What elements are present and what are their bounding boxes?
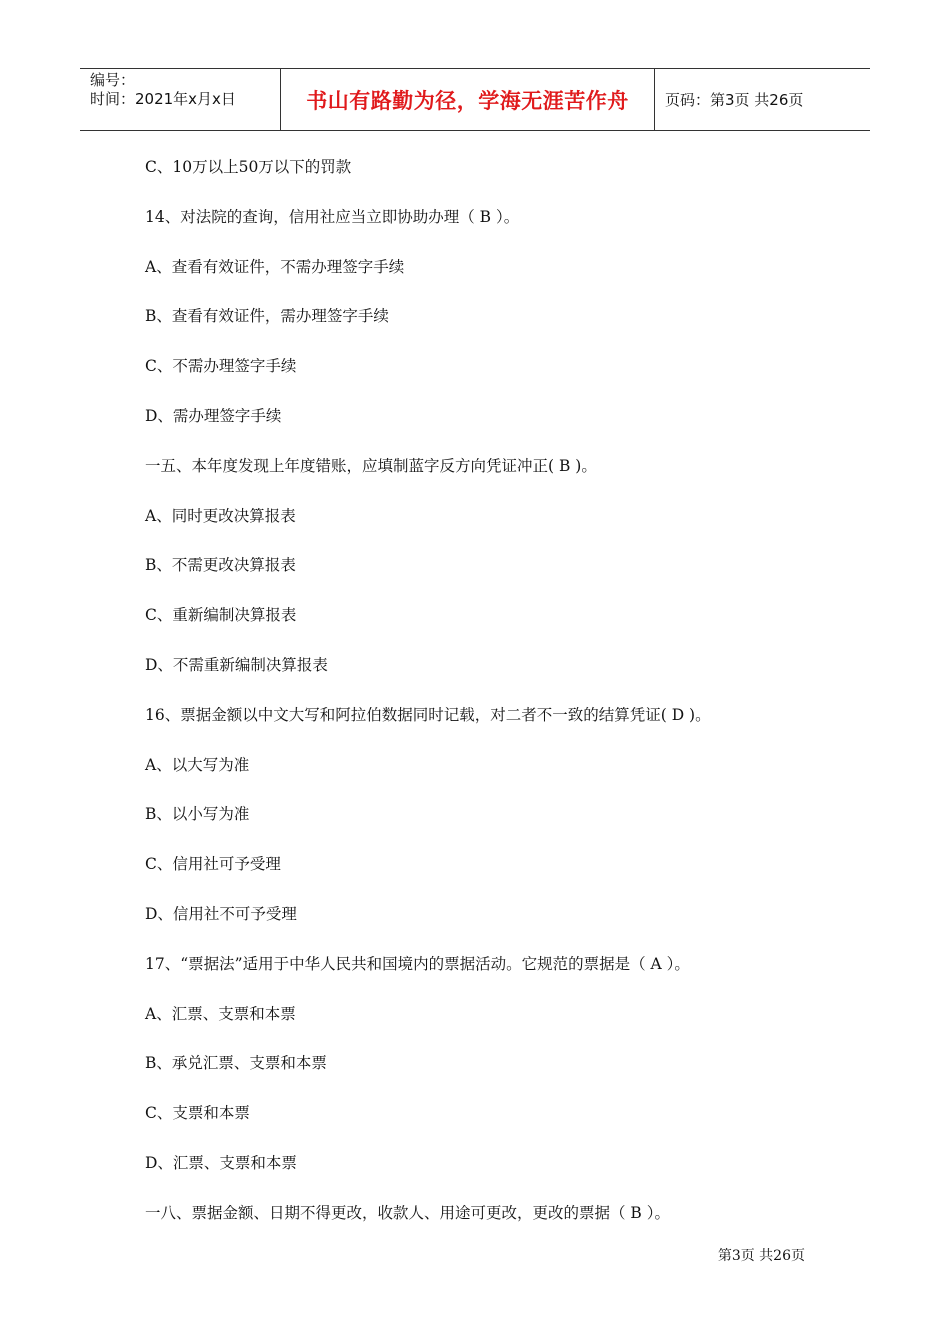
header-motto: 书山有路勤为径，学海无涯苦作舟 xyxy=(281,69,655,130)
question-14: 14、对法院的查询，信用社应当立即协助办理（ B ）。 xyxy=(145,207,520,226)
date-label: 时间：2021年x月x日 xyxy=(90,90,236,108)
option-line: C、重新编制决算报表 xyxy=(145,606,297,625)
option-line: C、支票和本票 xyxy=(145,1104,250,1123)
question-18: 一八、票据金额、日期不得更改，收款人、用途可更改，更改的票据（ B ）。 xyxy=(145,1203,670,1222)
option-line: A、以大写为准 xyxy=(145,755,250,774)
header-left-cell xyxy=(80,69,281,130)
serial-number-label: 编号： xyxy=(90,71,136,89)
option-line: B、查看有效证件，需办理签字手续 xyxy=(145,307,389,326)
question-17: 17、“票据法”适用于中华人民共和国境内的票据活动。它规范的票据是（ A ）。 xyxy=(145,954,690,973)
option-line: A、同时更改决算报表 xyxy=(145,506,296,525)
page-footer: 第3页 共26页 xyxy=(717,1248,805,1264)
option-line: B、以小写为准 xyxy=(145,805,250,824)
option-line: B、不需更改决算报表 xyxy=(145,556,296,575)
option-line: D、需办理签字手续 xyxy=(145,406,282,425)
page-header xyxy=(80,68,870,131)
option-line: B、承兑汇票、支票和本票 xyxy=(145,1054,327,1073)
option-line: D、汇票、支票和本票 xyxy=(145,1153,297,1172)
option-line: C、信用社可予受理 xyxy=(145,855,281,874)
question-16: 16、票据金额以中文大写和阿拉伯数据同时记载，对二者不一致的结算凭证( D )。 xyxy=(145,705,711,724)
option-line: A、汇票、支票和本票 xyxy=(145,1004,296,1023)
option-line: C、不需办理签字手续 xyxy=(145,357,297,376)
option-line: D、信用社不可予受理 xyxy=(145,904,297,923)
option-line: D、不需重新编制决算报表 xyxy=(145,655,328,674)
document-body xyxy=(145,150,845,1246)
question-15: 一五、本年度发现上年度错账，应填制蓝字反方向凭证冲正( B )。 xyxy=(145,456,597,475)
header-page-info: 页码：第3页 共26页 xyxy=(665,91,804,109)
text-line: C、10万以上50万以下的罚款 xyxy=(145,158,352,176)
option-line: A、查看有效证件，不需办理签字手续 xyxy=(145,257,405,276)
